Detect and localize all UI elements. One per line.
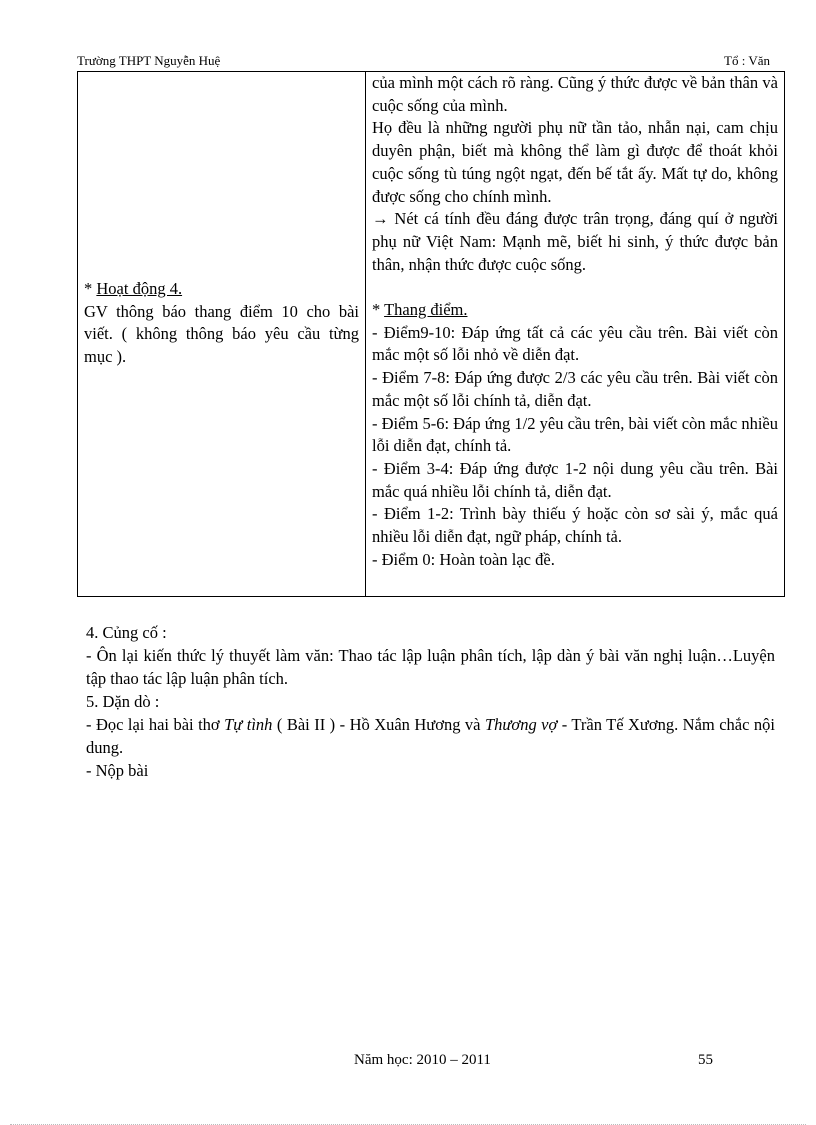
grading-item: - Điểm 3-4: Đáp ứng được 1-2 nội dung yêu cầu trên. Bài mắc quá nhiều lỗi chính tả, diễn đạt. [372, 458, 778, 501]
grading-item: - Điểm9-10: Đáp ứng tất cả các yêu cầu trên. Bài viết còn mắc một số lỗi nhỏ về diễn đạt. [372, 322, 778, 365]
grading-item: - Điểm 7-8: Đáp ứng được 2/3 các yêu cầu trên. Bài viết còn mắc một số lỗi chính tả, diễn đạt. [372, 368, 778, 410]
content-cell [366, 72, 785, 597]
spacer [372, 276, 778, 299]
section-text: - Nộp bài [86, 761, 149, 780]
content-paragraph: của mình một cách rõ ràng. Cũng ý thức được về bản thân và cuộc sống của mình. [372, 73, 778, 115]
grading-heading: * Thang điểm. [372, 300, 468, 320]
content-paragraph: Họ đều là những người phụ nữ tần tảo, nhẫn nại, cam chịu duyên phận, biết mà không thể làm gì được để thoát khỏi cuộc sống tù túng ngột ngạt, đến bế tắt ấy. Mất tự do, không được sống cho chính mình. [372, 118, 778, 206]
section-heading: 5. Dặn dò : [86, 692, 160, 711]
activity-text: GV thông báo thang điểm 10 cho bài viết. ( không thông báo yêu cầu từng mục ). [84, 301, 359, 367]
section-text: - Ôn lại kiến thức lý thuyết làm văn: Thao tác lập luận phân tích, lập dàn ý bài văn nghị luận…Luyện tập thao tác lập luận phân tích. [86, 646, 775, 688]
header-department: Tổ : Văn [724, 53, 770, 68]
activity-heading: * Hoạt động 4. [84, 279, 183, 298]
footer-school-year: Năm học: 2010 – 2011 [354, 1052, 491, 1068]
grading-item: - Điểm 0: Hoàn toàn lạc đề. [372, 549, 555, 569]
section-text: - Đọc lại hai bài thơ Tự tình ( Bài II ) - Hồ Xuân Hương và Thương vợ - Trần Tế Xương. Nắm chắc nội dung. [86, 715, 775, 757]
grading-item: - Điểm 1-2: Trình bày thiếu ý hoặc còn sơ sài ý, mắc quá nhiều lỗi diễn đạt, ngữ pháp, chính tả. [372, 504, 778, 547]
lesson-table [77, 71, 785, 597]
poem-title: Tự tình [224, 715, 273, 734]
grading-title: Thang điểm. [384, 300, 468, 320]
header-school: Trường THPT Nguyễn Huệ [77, 53, 221, 68]
table-row [78, 72, 785, 597]
page-number: 55 [698, 1052, 713, 1068]
section-heading: 4. Củng cố : [86, 623, 167, 642]
grading-item: - Điểm 5-6: Đáp ứng 1/2 yêu cầu trên, bài viết còn mắc nhiều lỗi diễn đạt, chính tả. [372, 413, 778, 456]
lesson-wrapup [77, 621, 775, 782]
activity-cell [78, 72, 366, 597]
content-paragraph: → Nét cá tính đều đáng được trân trọng, đáng quí ở người phụ nữ Việt Nam: Mạnh mẽ, biết hi sinh, ý thức được bản thân, nhận thức được cuộc sống. [372, 209, 778, 274]
poem-title: Thương vợ [484, 715, 558, 734]
activity-title: Hoạt động 4. [96, 279, 183, 298]
